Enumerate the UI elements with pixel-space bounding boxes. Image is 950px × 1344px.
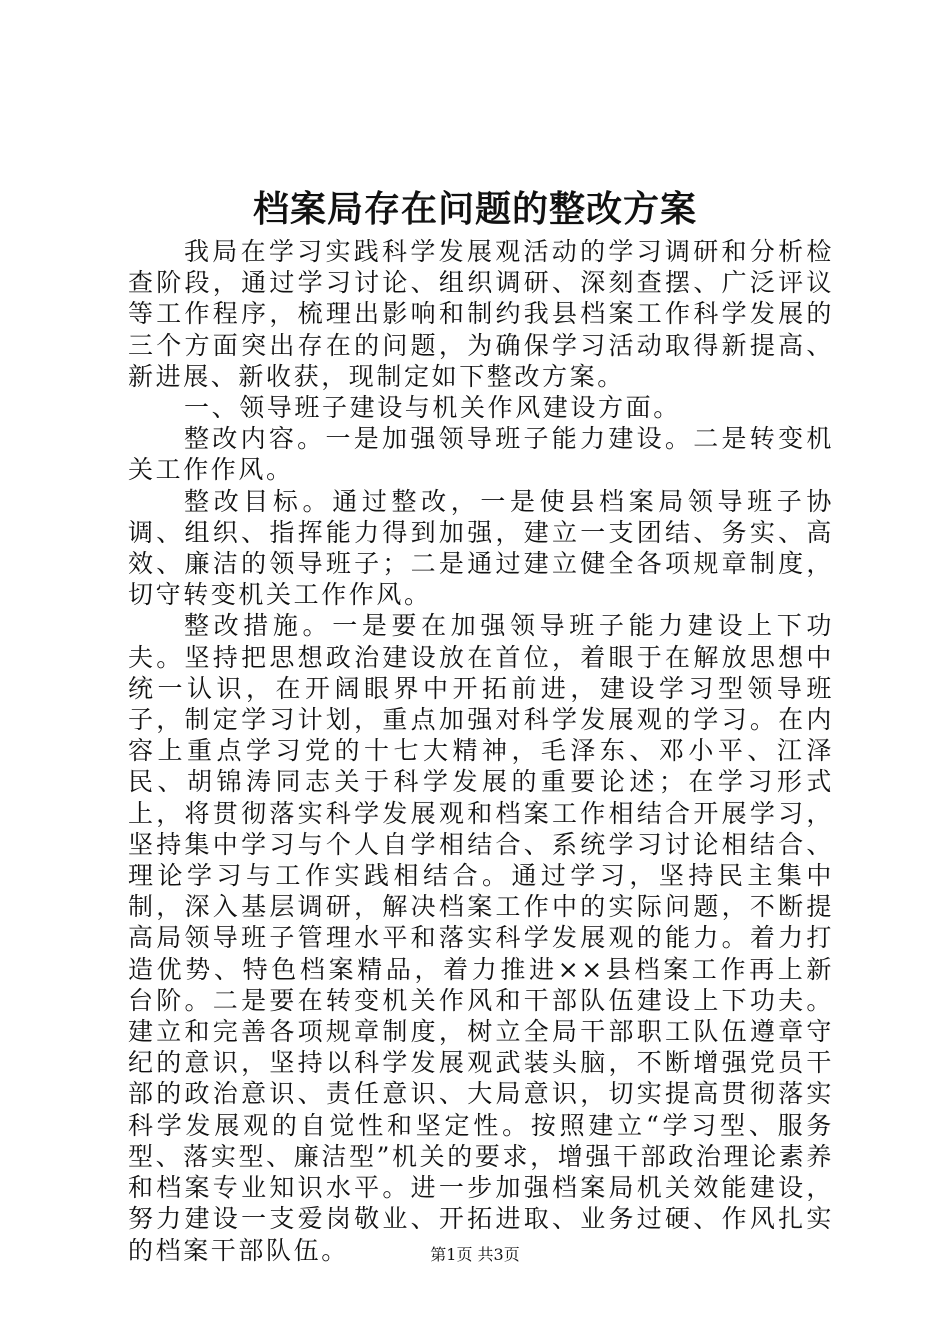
paragraph-rectification-content: 整改内容。一是加强领导班子能力建设。二是转变机关工作作风。: [128, 424, 834, 485]
document-body: [128, 236, 834, 1266]
paragraph-intro: 我局在学习实践科学发展观活动的学习调研和分析检查阶段，通过学习讨论、组织调研、深刻查摆、广泛评议等工作程序，梳理出影响和制约我县档案工作科学发展的三个方面突出存在的问题，为确保学习活动取得新提高、新进展、新收获，现制定如下整改方案。: [128, 237, 834, 391]
paragraph-rectification-goal: 整改目标。通过整改，一是使县档案局领导班子协调、组织、指挥能力得到加强，建立一支团结、务实、高效、廉洁的领导班子；二是通过建立健全各项规章制度，切守转变机关工作作风。: [128, 486, 834, 610]
paragraph-section-heading: 一、领导班子建设与机关作风建设方面。: [184, 393, 681, 423]
page-number-footer: 第1页 共3页: [430, 1245, 520, 1264]
paragraph-rectification-measures: 整改措施。一是要在加强领导班子能力建设上下功夫。坚持把思想政治建设放在首位，着眼于在解放思想中统一认识，在开阔眼界中开拓前进，建设学习型领导班子，制定学习计划，重点加强对科学发展观的学习。在内容上重点学习党的十七大精神，毛泽东、邓小平、江泽民、胡锦涛同志关于科学发展的重要论述；在学习形式上，将贯彻落实科学发展观和档案工作相结合开展学习，坚持集中学习与个人自学相结合、系统学习讨论相结合、理论学习与工作实践相结合。通过学习，坚持民主集中制，深入基层调研，解决档案工作中的实际问题，不断提高局领导班子管理水平和落实科学发展观的能力。着力打造优势、特色档案精品，着力推进××县档案工作再上新台阶。二是要在转变机关作风和干部队伍建设上下功夫。建立和完善各项规章制度，树立全局干部职工队伍遵章守纪的意识，坚持以科学发展观武装头脑，不断增强党员干部的政治意识、责任意识、大局意识，切实提高贯彻落实科学发展观的自觉性和坚定性。按照建立“学习型、服务型、落实型、廉洁型”机关的要求，增强干部政治理论素养和档案专业知识水平。进一步加强档案局机关效能建设，努力建设一支爱岗敬业、开拓进取、业务过硬、作风扎实的档案干部队伍。: [128, 611, 834, 1265]
document-title: 档案局存在问题的整改方案: [252, 188, 697, 230]
